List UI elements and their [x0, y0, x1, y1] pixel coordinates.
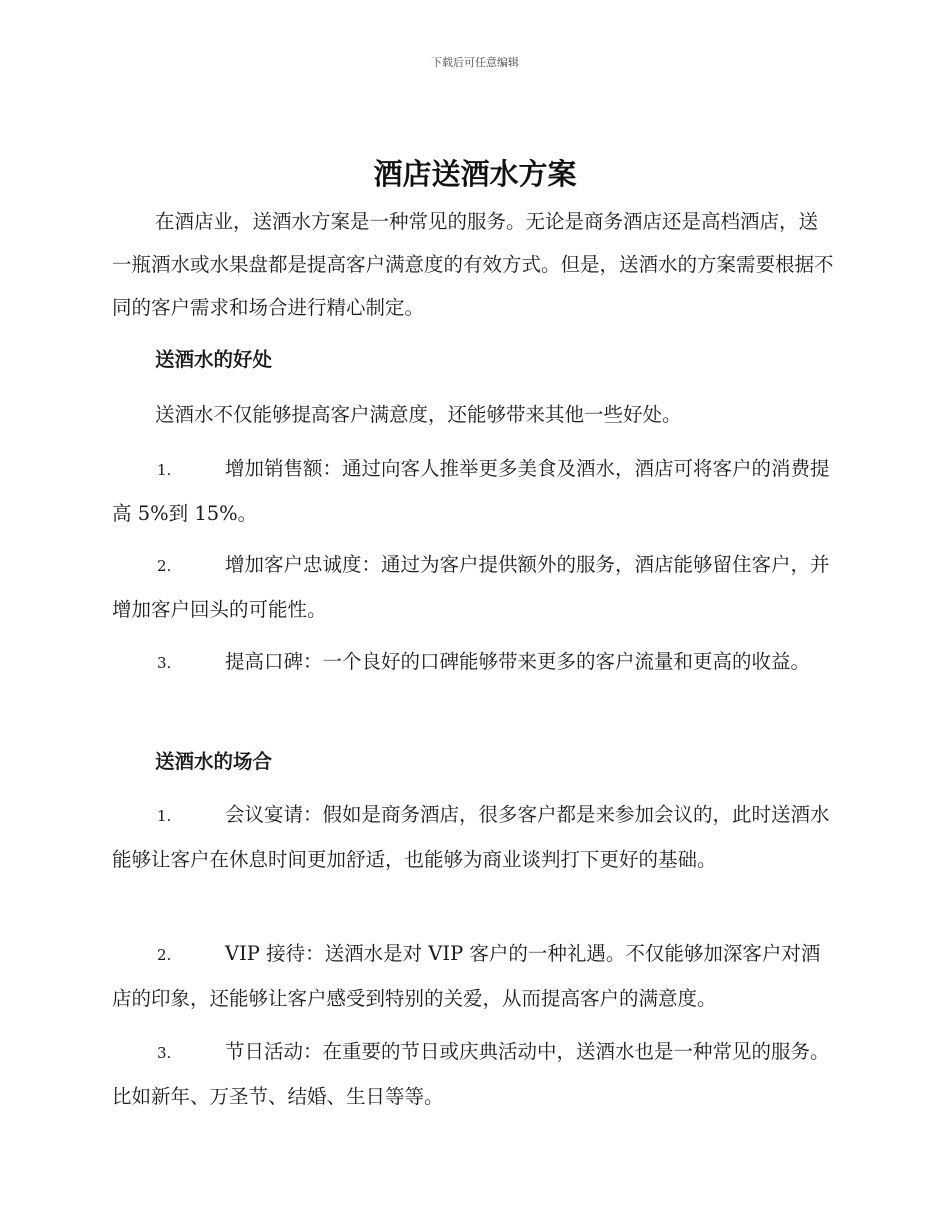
- list-item: [112, 1030, 834, 1118]
- list-number: 2.: [157, 557, 172, 575]
- list-number: 3.: [157, 654, 172, 672]
- benefits-lead-paragraph: 送酒水不仅能够提高客户满意度，还能够带来其他一些好处。: [155, 403, 682, 426]
- list-number: 2.: [157, 946, 172, 964]
- document-title: 酒店送酒水方案: [373, 157, 577, 191]
- list-number: 1.: [157, 461, 172, 479]
- intro-paragraph: 在酒店业，送酒水方案是一种常见的服务。无论是商务酒店还是高档酒店，送一瓶酒水或水果盘都是提高客户满意度的有效方式。但是，送酒水的方案需要根据不同的客户需求和场合进行精心制定。: [112, 210, 834, 319]
- section-heading-benefits: 送酒水的好处: [155, 348, 273, 371]
- list-number: 1.: [157, 807, 172, 825]
- list-item-text: 增加销售额：通过向客人推举更多美食及酒水，酒店可将客户的消费提高 5%到 15%。: [112, 457, 830, 525]
- header-note: 下载后可任意编辑: [431, 56, 519, 69]
- list-item: [112, 793, 834, 881]
- list-item: [112, 447, 834, 535]
- list-item-text: VIP 接待：送酒水是对 VIP 客户的一种礼遇。不仅能够加深客户对酒店的印象，还能够让客户感受到特别的关爱，从而提高客户的满意度。: [112, 942, 821, 1010]
- list-item: [112, 932, 834, 1020]
- list-item-text: 节日活动：在重要的节日或庆典活动中，送酒水也是一种常见的服务。比如新年、万圣节、结婚、生日等等。: [112, 1040, 830, 1108]
- list-item-text: 会议宴请：假如是商务酒店，很多客户都是来参加会议的，此时送酒水能够让客户在休息时间更加舒适，也能够为商业谈判打下更好的基础。: [112, 803, 830, 871]
- section-heading-occasions: 送酒水的场合: [155, 750, 273, 773]
- list-number: 3.: [157, 1044, 172, 1062]
- list-item-text: 增加客户忠诚度：通过为客户提供额外的服务，酒店能够留住客户，并增加客户回头的可能性。: [112, 553, 830, 621]
- list-item-text: 提高口碑：一个良好的口碑能够带来更多的客户流量和更高的收益。: [225, 650, 811, 673]
- list-item: [112, 640, 834, 685]
- list-item: [112, 543, 834, 631]
